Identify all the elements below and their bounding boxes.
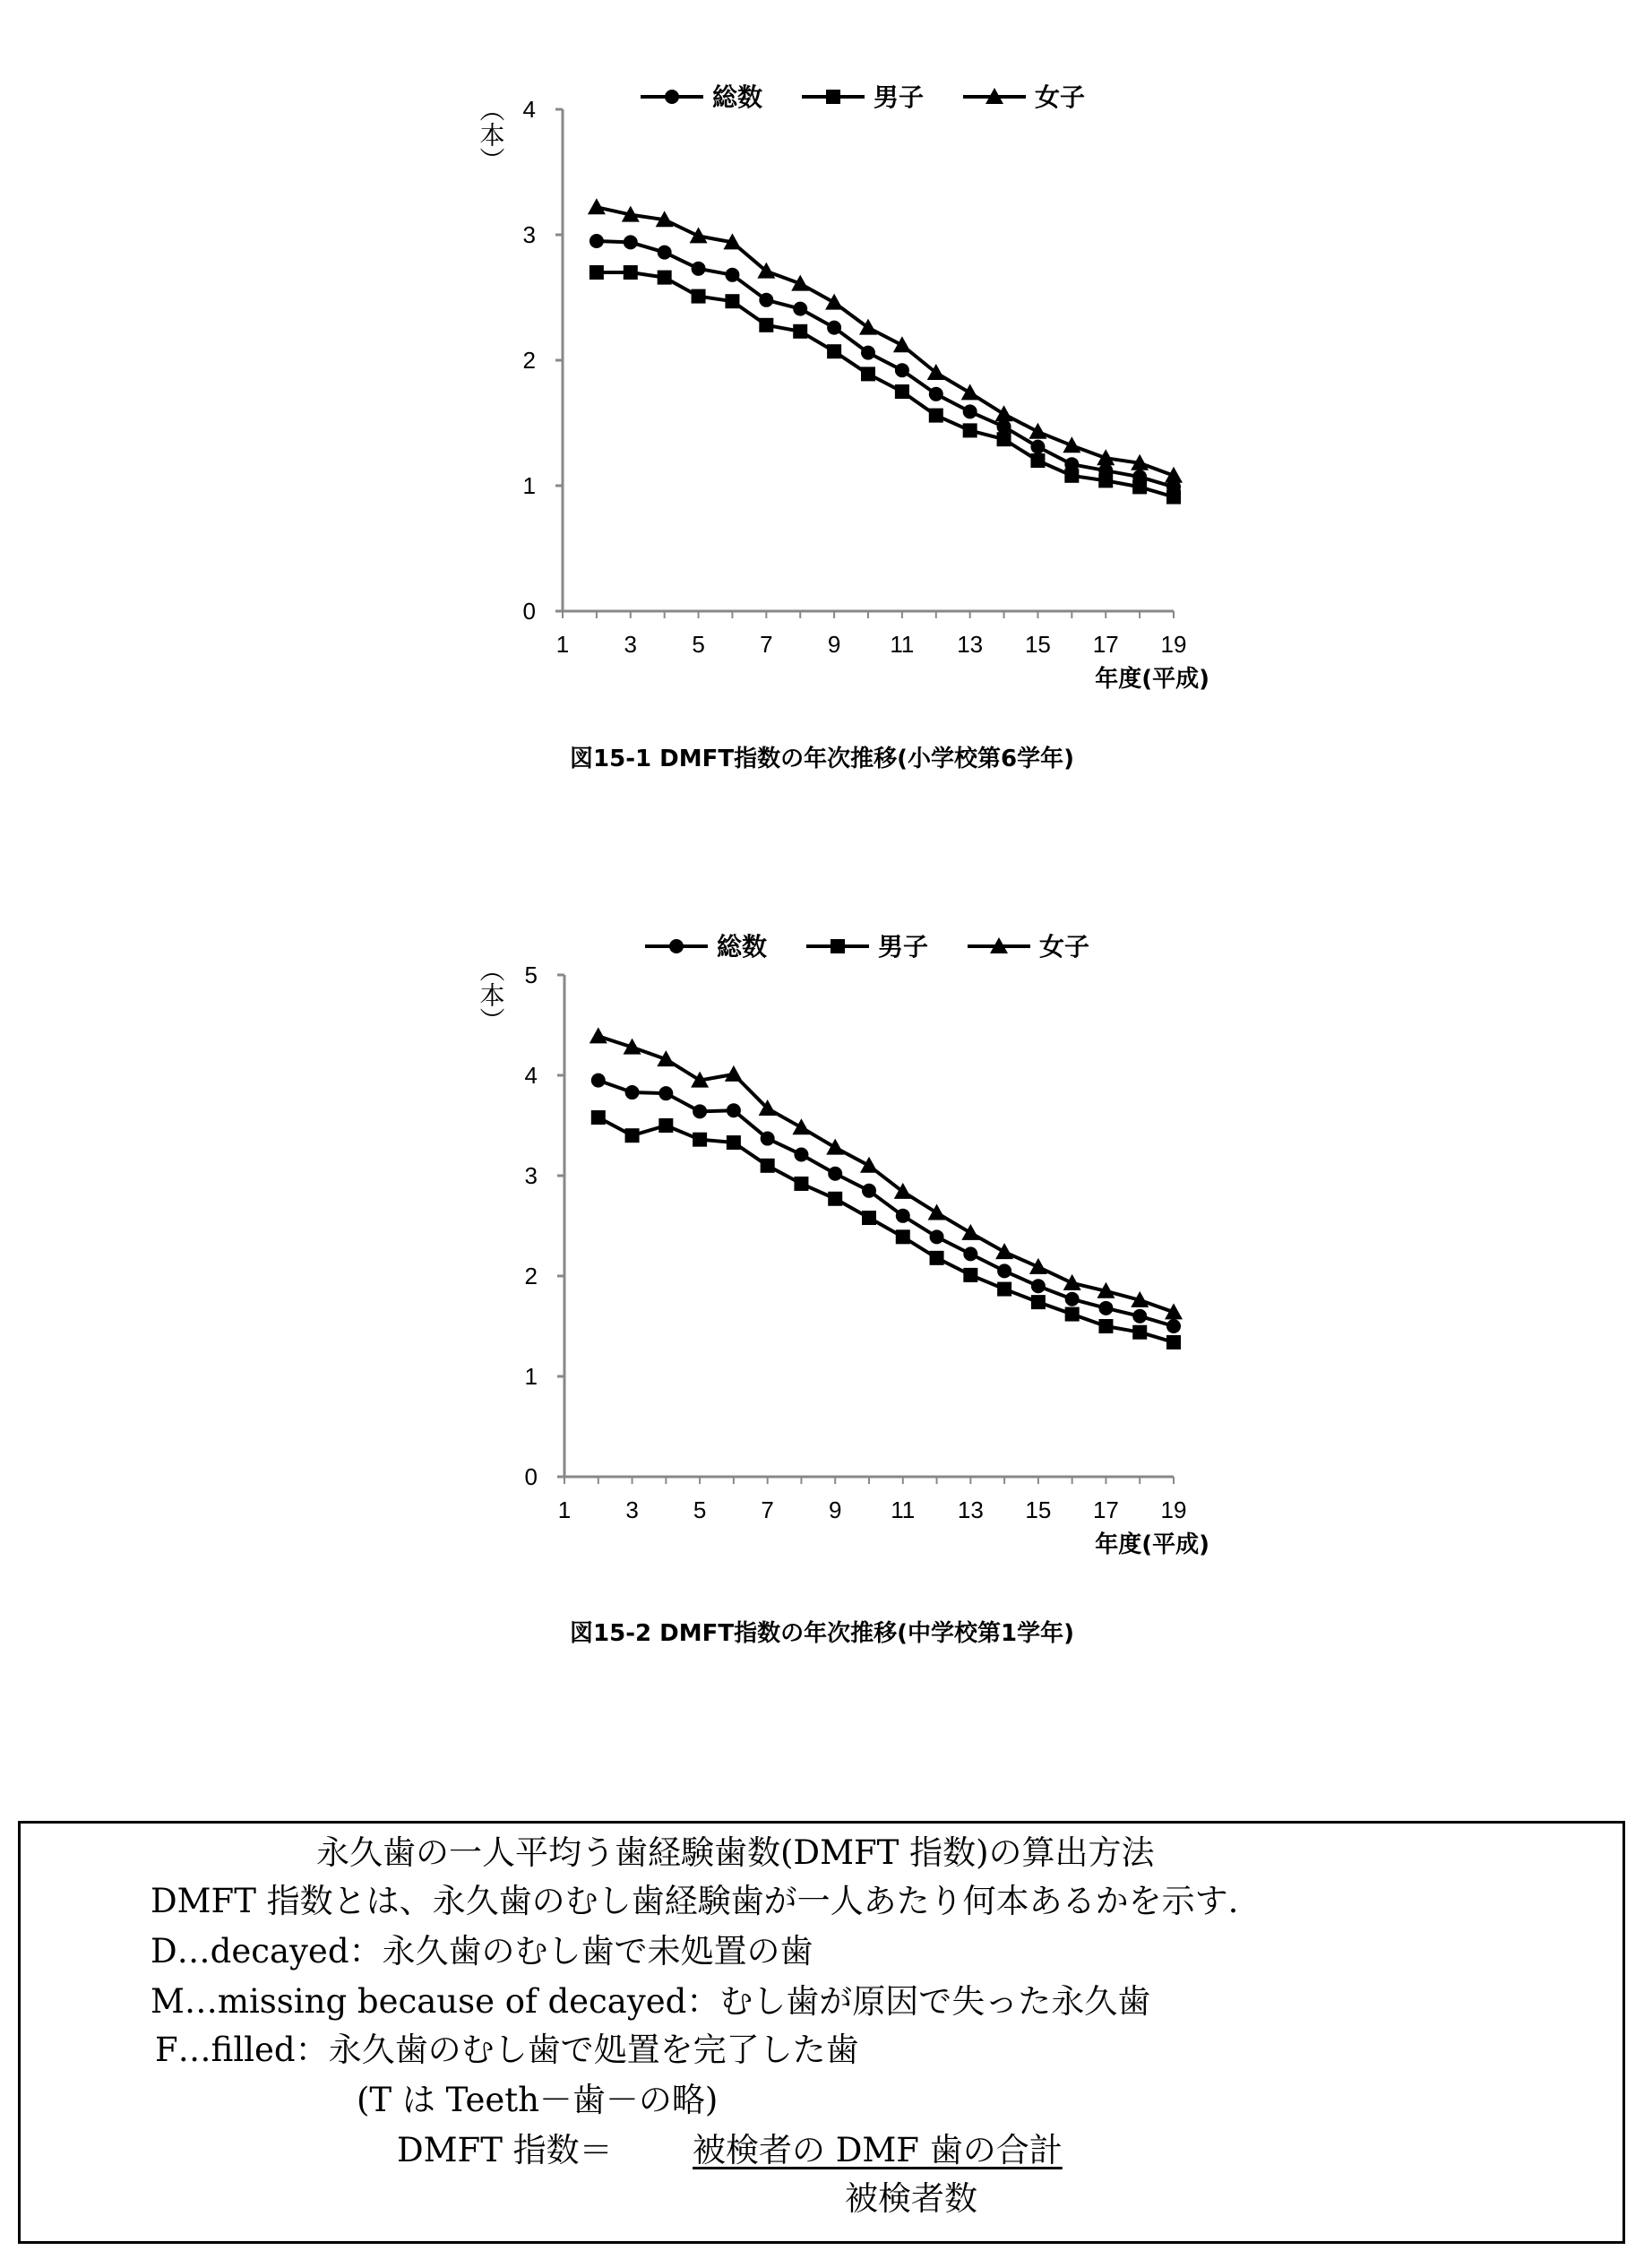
data-point — [895, 363, 909, 377]
data-point — [1166, 1319, 1181, 1333]
dmft-definition-box — [18, 1821, 1625, 2244]
data-point — [828, 1167, 842, 1181]
legend-marker — [665, 90, 679, 104]
legend-entry — [806, 932, 928, 962]
data-point — [1132, 1309, 1147, 1324]
data-point — [1064, 469, 1079, 483]
legend-entry — [968, 932, 1089, 962]
data-point — [895, 384, 909, 399]
line-chart-svg — [0, 896, 1644, 1685]
series-line — [597, 272, 1174, 497]
y-tick-label: 4 — [522, 96, 536, 123]
data-point — [862, 1211, 876, 1225]
y-tick-label: 2 — [524, 1263, 538, 1289]
definition-filled: F…filled：永久歯のむし歯で処置を完了した歯 — [155, 2031, 859, 2069]
x-tick-label: 3 — [625, 1496, 639, 1523]
data-point — [1065, 1292, 1080, 1306]
line-chart-svg — [0, 0, 1644, 789]
x-tick-label: 13 — [957, 631, 984, 658]
definition-intro: DMFT 指数とは、永久歯のむし歯経験歯が一人あたり何本あるかを示す. — [151, 1882, 1239, 1920]
data-point — [860, 1157, 878, 1173]
legend-label: 総数 — [712, 82, 763, 112]
data-point — [1031, 1295, 1046, 1309]
data-point — [725, 1065, 743, 1082]
x-tick-label: 3 — [624, 631, 638, 658]
series-square — [591, 1110, 1181, 1350]
series-circle — [591, 1074, 1181, 1333]
series-line — [598, 1081, 1174, 1326]
x-axis-label: 年度(平成) — [1095, 666, 1209, 693]
data-point — [794, 1147, 808, 1161]
data-point — [1029, 423, 1046, 439]
x-tick-label: 15 — [1024, 631, 1051, 658]
data-point — [590, 234, 604, 248]
legend-marker — [831, 939, 845, 953]
data-point — [692, 262, 706, 276]
data-point — [1098, 473, 1113, 487]
x-tick-label: 15 — [1025, 1496, 1052, 1523]
data-point — [827, 344, 841, 358]
data-point — [1166, 490, 1181, 504]
data-point — [961, 1224, 979, 1240]
data-point — [963, 1246, 977, 1261]
legend-label: 女子 — [1039, 932, 1090, 962]
data-point — [792, 1118, 810, 1134]
data-point — [963, 1268, 977, 1282]
data-point — [759, 293, 773, 307]
x-tick-label: 19 — [1160, 1496, 1187, 1523]
data-point — [1065, 1307, 1080, 1322]
data-point — [591, 1074, 606, 1088]
data-point — [1030, 440, 1045, 454]
data-point — [588, 198, 606, 214]
data-point — [893, 336, 911, 352]
x-tick-label: 9 — [827, 631, 841, 658]
series-circle — [590, 234, 1181, 494]
data-point — [1132, 1325, 1147, 1340]
data-point — [1098, 1301, 1113, 1315]
x-tick-label: 5 — [693, 1496, 707, 1523]
legend-label: 男子 — [878, 932, 929, 962]
data-point — [828, 1192, 842, 1206]
y-axis-label: （本） — [476, 957, 506, 1032]
data-point — [590, 1027, 607, 1043]
legend-label: 女子 — [1035, 82, 1086, 112]
y-tick-label: 1 — [522, 472, 536, 499]
data-point — [961, 384, 979, 400]
data-point — [658, 1118, 673, 1133]
x-tick-label: 11 — [891, 1496, 916, 1523]
data-point — [929, 387, 943, 401]
data-point — [1063, 1274, 1081, 1290]
chart-junior-high-1st-grade — [0, 896, 1644, 1685]
data-point — [825, 294, 843, 310]
data-point — [590, 265, 604, 280]
x-tick-label: 13 — [957, 1496, 984, 1523]
y-tick-label: 0 — [524, 1463, 538, 1490]
data-point — [759, 318, 773, 332]
chart-elementary-6th-grade — [0, 0, 1644, 789]
series-line — [598, 1117, 1174, 1342]
series-triangle — [588, 198, 1183, 483]
y-tick-label: 5 — [524, 962, 538, 988]
data-point — [658, 1086, 673, 1100]
y-tick-label: 4 — [524, 1062, 538, 1089]
data-point — [690, 227, 708, 243]
x-tick-label: 7 — [760, 631, 773, 658]
x-tick-label: 9 — [828, 1496, 842, 1523]
x-tick-label: 17 — [1092, 631, 1119, 658]
data-point — [896, 1229, 910, 1244]
data-point — [761, 1159, 775, 1173]
data-point — [725, 268, 739, 282]
data-point — [930, 1229, 944, 1244]
definition-decayed: D…decayed：永久歯のむし歯で未処置の歯 — [151, 1932, 813, 1970]
data-point — [963, 423, 977, 437]
data-point — [997, 1282, 1011, 1297]
data-point — [995, 1243, 1013, 1259]
data-point — [794, 1177, 808, 1191]
legend-label: 総数 — [717, 932, 768, 962]
x-axis-label: 年度(平成) — [1095, 1531, 1209, 1558]
data-point — [861, 346, 875, 360]
x-tick-label: 11 — [890, 631, 915, 658]
data-point — [625, 1128, 640, 1143]
data-point — [725, 294, 739, 308]
legend-label: 男子 — [874, 82, 925, 112]
data-point — [862, 1184, 876, 1198]
x-tick-label: 1 — [557, 1496, 572, 1523]
legend-entry — [963, 82, 1085, 112]
data-point — [930, 1251, 944, 1265]
data-point — [624, 235, 638, 249]
data-point — [658, 271, 672, 285]
y-tick-label: 2 — [522, 347, 536, 374]
definition-missing: M…missing because of decayed：むし歯が原因で失った永久歯 — [151, 1982, 1151, 2021]
series-line — [598, 1036, 1174, 1312]
data-point — [624, 265, 638, 280]
y-tick-label: 3 — [524, 1162, 538, 1189]
legend-entry — [802, 82, 924, 112]
x-tick-label: 5 — [692, 631, 705, 658]
data-point — [793, 302, 807, 316]
data-point — [997, 1263, 1011, 1278]
definition-teeth-note: (T は Teeth－歯－の略) — [357, 2081, 719, 2119]
data-point — [693, 1104, 707, 1118]
data-point — [1098, 1319, 1113, 1333]
data-point — [693, 1133, 707, 1147]
legend-marker — [826, 90, 840, 104]
x-tick-label: 19 — [1160, 631, 1187, 658]
data-point — [1132, 479, 1147, 494]
data-point — [997, 432, 1011, 446]
data-point — [1031, 1279, 1046, 1293]
chart-caption: 図15-1 DMFT指数の年次推移(小学校第6学年) — [570, 746, 1074, 772]
data-point — [929, 409, 943, 423]
x-tick-label: 7 — [761, 1496, 774, 1523]
data-point — [1166, 1335, 1181, 1350]
data-point — [826, 1139, 844, 1155]
data-point — [692, 289, 706, 304]
series-triangle — [590, 1027, 1183, 1319]
data-point — [625, 1085, 640, 1100]
data-point — [727, 1103, 741, 1117]
formula-label: DMFT 指数＝ — [397, 2131, 613, 2169]
data-point — [995, 405, 1013, 421]
legend-marker — [669, 939, 684, 953]
y-tick-label: 1 — [524, 1363, 538, 1390]
y-axis-label: （本） — [476, 97, 506, 172]
formula-numerator: 被検者の DMF 歯の合計 — [693, 2131, 1063, 2169]
x-tick-label: 17 — [1092, 1496, 1119, 1523]
definition-title: 永久歯の一人平均う歯経験歯数(DMFT 指数)の算出方法 — [316, 1833, 1155, 1872]
legend-entry — [641, 82, 762, 112]
data-point — [997, 419, 1011, 434]
data-point — [658, 246, 672, 260]
legend-entry — [645, 932, 767, 962]
formula-denominator: 被検者数 — [845, 2179, 977, 2218]
data-point — [793, 324, 807, 339]
series-line — [597, 207, 1174, 476]
y-tick-label: 3 — [522, 221, 536, 248]
data-point — [727, 1135, 741, 1150]
chart-caption: 図15-2 DMFT指数の年次推移(中学校第1学年) — [570, 1620, 1074, 1647]
data-point — [896, 1209, 910, 1223]
data-point — [963, 404, 977, 418]
data-point — [928, 1203, 946, 1220]
data-point — [761, 1132, 775, 1146]
data-point — [591, 1110, 606, 1125]
data-point — [861, 367, 875, 381]
y-tick-label: 0 — [522, 598, 536, 625]
data-point — [827, 321, 841, 335]
x-tick-label: 1 — [555, 631, 570, 658]
data-point — [1030, 453, 1045, 468]
